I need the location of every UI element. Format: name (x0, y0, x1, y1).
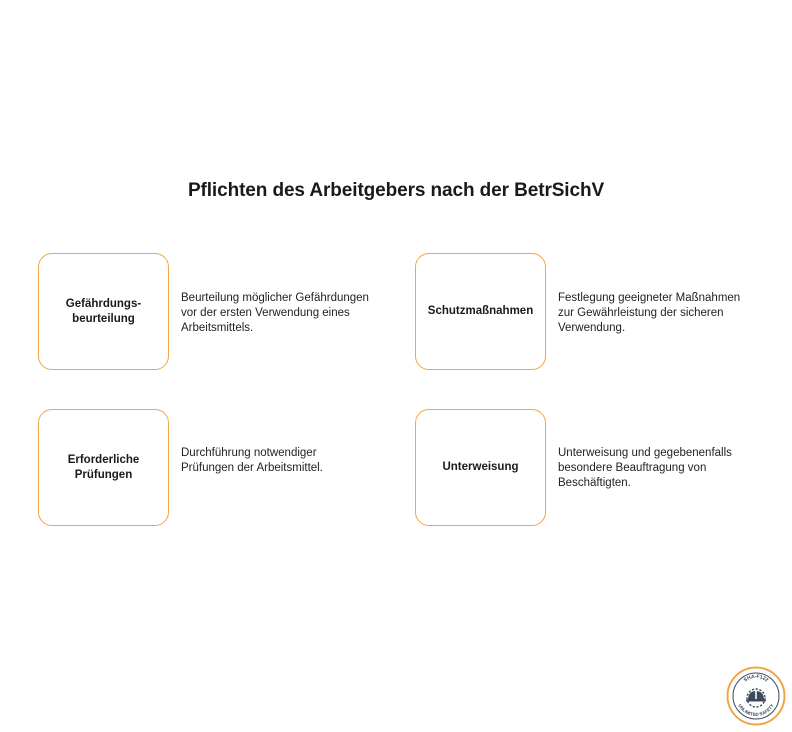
desc-erforderliche-pruefungen: Durchführung notwendiger Prüfungen der Arbeitsmittel. (181, 447, 323, 474)
box-label: Schutzmaßnahmen (427, 305, 534, 317)
box-label: Unterweisung (442, 461, 519, 473)
desc-gefaehrdungsbeurteilung: Beurteilung möglicher Gefährdungen vor der ersten Verwendung eines Arbeitsmittels. (181, 292, 369, 334)
box-label: Erforderliche Prüfungen (67, 453, 140, 481)
desc-schutzmassnahmen: Festlegung geeigneter Maßnahmen zur Gewährleistung der sicheren Verwendung. (558, 292, 741, 334)
logo-seal-icon (726, 666, 786, 726)
box-unterweisung (415, 409, 546, 526)
box-label: Gefährdungs- beurteilung (65, 297, 142, 325)
desc-unterweisung: Unterweisung und gegebenenfalls besondere Beauftragung von Beschäftigten. (558, 447, 732, 489)
logo-seal (726, 666, 786, 726)
logo-bottom-text: UNLIMITED SAFETY (737, 703, 775, 718)
logo-top-text: SHA-F122 (742, 673, 770, 684)
box-erforderliche-pruefungen (38, 409, 169, 526)
box-gefaehrdungsbeurteilung (38, 253, 169, 370)
box-schutzmassnahmen (415, 253, 546, 370)
diagram-title: Pflichten des Arbeitgebers nach der BetrSichV (187, 180, 605, 201)
